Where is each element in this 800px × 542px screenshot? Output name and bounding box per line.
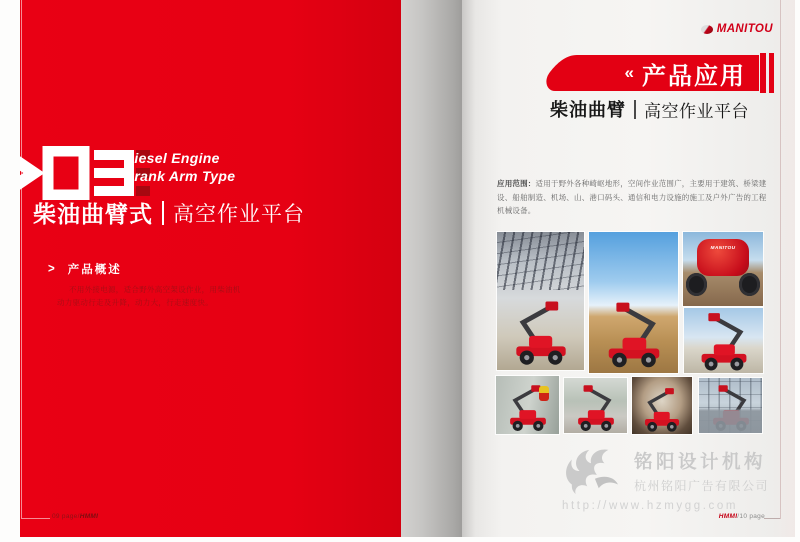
banner-accent-bar	[769, 53, 775, 93]
watermark-row	[562, 446, 795, 496]
boom-lift-icon	[503, 297, 578, 366]
book-spine-gutter	[401, 0, 462, 537]
photo-brand-label: MANITOU	[710, 245, 736, 250]
boom-lift-icon	[500, 382, 554, 432]
footer-brand-mark: HMMI	[718, 513, 738, 520]
margin-rule-vertical	[780, 0, 781, 519]
manitou-logo-text: MANITOU	[716, 23, 773, 35]
margin-rule-vertical	[21, 0, 22, 518]
left-page	[20, 0, 401, 537]
banner-title: 产品应用	[642, 62, 746, 90]
chapter-title-chinese	[33, 196, 305, 229]
intro-label: 应用范围：	[497, 179, 536, 188]
manitou-egg-icon	[701, 25, 713, 34]
wheel-icon	[739, 273, 760, 295]
watermark-company-name: 杭州铭阳广告有限公司	[634, 479, 770, 493]
product-photo	[632, 377, 692, 434]
left-page-number: 09 page/	[52, 513, 80, 520]
subtitle-secondary: 高空作业平台	[644, 101, 749, 121]
watermark-studio-name: 铭阳设计机构	[634, 451, 767, 472]
product-photo	[699, 378, 762, 433]
chapter-en-line2: Crank Arm Type	[124, 168, 236, 184]
title-divider	[162, 201, 164, 225]
section-banner	[545, 55, 759, 91]
page-subtitle	[550, 96, 749, 122]
banner-accent-bar	[760, 53, 766, 93]
overview-heading	[48, 261, 122, 277]
overview-heading-label: 产品概述	[67, 264, 122, 276]
right-page-footer	[719, 513, 765, 520]
margin-rule-horizontal	[21, 518, 50, 519]
chevron-right-icon: >	[48, 262, 57, 276]
intro-body: 适用于野外各种崎岖地形，空间作业范围广，主要用于建筑、桥梁建设、船舶制造、机场、山、港口码头、通信和电力设施的施工及户外广告的工程机械设备。	[497, 179, 767, 215]
product-photo	[564, 378, 627, 433]
product-photo	[683, 232, 763, 306]
title-secondary: 高空作业平台	[173, 202, 305, 226]
application-intro-paragraph	[497, 177, 773, 218]
manitou-logo	[701, 23, 773, 35]
phoenix-logo-icon	[562, 446, 624, 496]
product-photo	[589, 232, 678, 373]
boom-lift-icon	[636, 385, 688, 432]
margin-rule-horizontal	[764, 518, 780, 519]
product-photo	[684, 308, 763, 373]
footer-brand-mark: HMMI	[79, 513, 99, 520]
chapter-title-english	[124, 149, 235, 185]
boom-lift-icon	[690, 309, 758, 372]
design-agency-watermark	[562, 446, 795, 512]
watermark-url: http://www.hzmygg.com	[562, 500, 739, 512]
wheel-icon	[686, 273, 707, 295]
left-page-footer	[52, 513, 98, 520]
title-primary: 柴油曲臂式	[33, 201, 153, 227]
boom-lift-icon	[568, 382, 622, 432]
product-photo	[496, 376, 559, 434]
double-chevron-left-icon: «	[624, 63, 634, 82]
chevron-right-icon	[20, 158, 34, 188]
chapter-en-line1: Diesel Engine	[124, 150, 220, 166]
overview-paragraph: 不用外接电源，适合野外高空架设作业，用柴油机动力驱动行走及升降，动力大，行走速度快。	[57, 285, 241, 308]
subtitle-primary: 柴油曲臂	[550, 100, 626, 120]
product-photo	[497, 232, 584, 370]
boom-lift-icon	[595, 298, 672, 368]
subtitle-divider	[634, 100, 636, 119]
right-page	[462, 0, 795, 537]
banner-title-row	[545, 55, 759, 91]
right-page-number: /10 page	[737, 513, 765, 520]
watermark-texts	[634, 448, 769, 494]
boom-lift-icon	[703, 382, 757, 432]
